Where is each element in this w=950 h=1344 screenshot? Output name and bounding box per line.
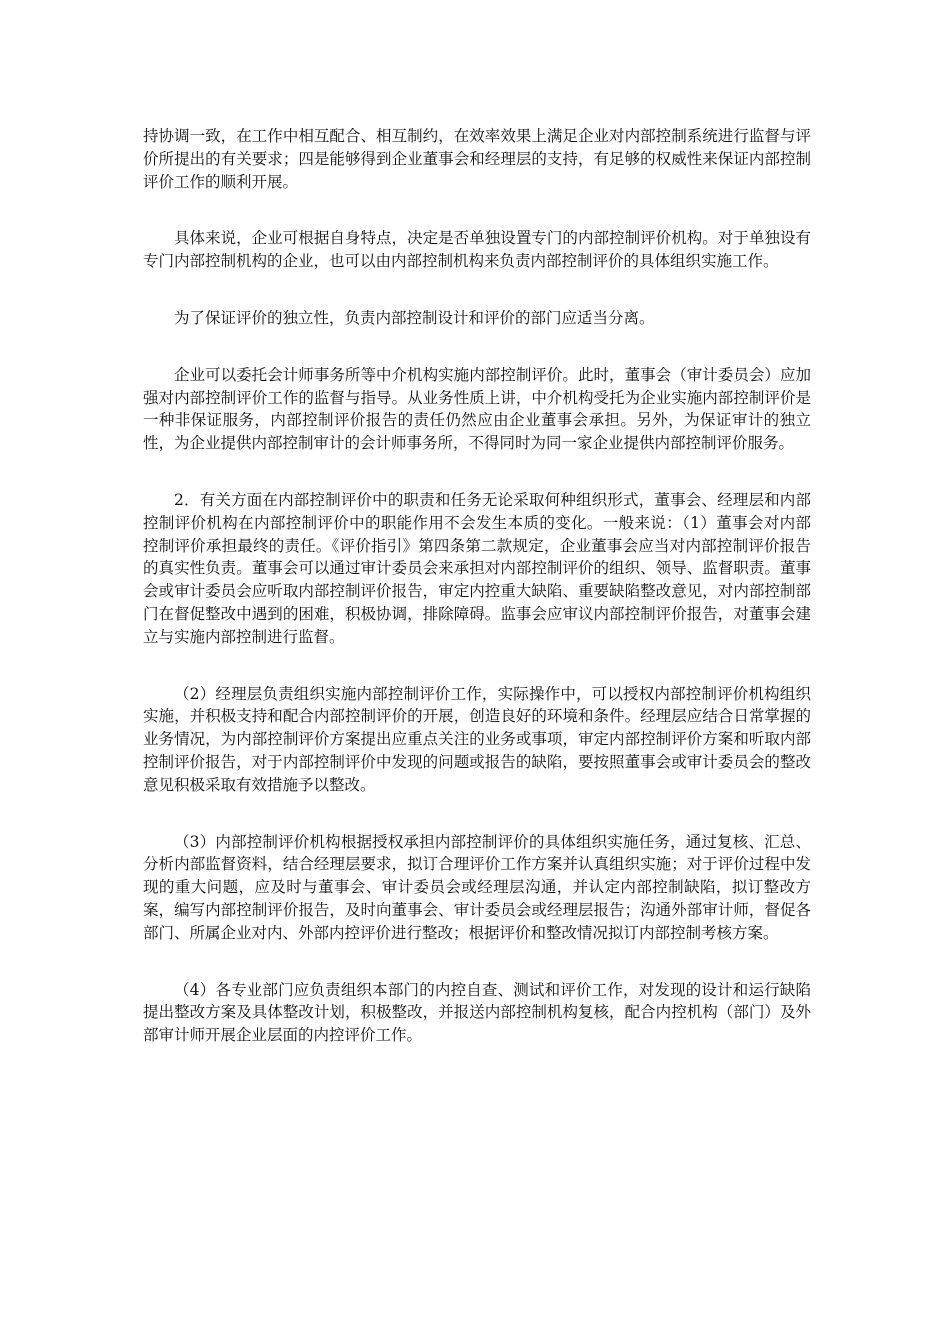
paragraph-8: （4）各专业部门应负责组织本部门的内控自查、测试和评价工作，对发现的设计和运行缺陷提出整改方案及具体整改计划，积极整改，并报送内部控制机构复核，配合内控机构（部门）及外部审计师开展企业层面的内控评价工作。 bbox=[143, 980, 811, 1045]
paragraph-4: 企业可以委托会计师事务所等中介机构实施内部控制评价。此时，董事会（审计委员会）应加强对内部控制评价工作的监督与指导。从业务性质上讲，中介机构受托为企业实施内部控制评价是一种非保证服务，内部控制评价报告的责任仍然应由企业董事会承担。另外，为保证审计的独立性，为企业提供内部控制审计的会计师事务所，不得同时为同一家企业提供内部控制评价服务。 bbox=[143, 365, 811, 453]
paragraph-7: （3）内部控制评价机构根据授权承担内部控制评价的具体组织实施任务，通过复核、汇总、分析内部监督资料，结合经理层要求，拟订合理评价工作方案并认真组织实施；对于评价过程中发现的重大问题，应及时与董事会、审计委员会或经理层沟通，并认定内部控制缺陷，拟订整改方案，编写内部控制评价报告，及时向董事会、审计委员会或经理层报告；沟通外部审计师，督促各部门、所属企业对内、外部内控评价进行整改；根据评价和整改情况拟订内部控制考核方案。 bbox=[143, 832, 811, 942]
paragraph-3: 为了保证评价的独立性，负责内部控制设计和评价的部门应适当分离。 bbox=[174, 308, 655, 327]
paragraph-5: 2．有关方面在内部控制评价中的职责和任务无论采取何种组织形式，董事会、经理层和内部控制评价机构在内部控制评价中的职能作用不会发生本质的变化。一般来说：（1）董事会对内部控制评价承担最终的责任。《评价指引》第四条第二款规定，企业董事会应当对内部控制评价报告的真实性负责。董事会可以通过审计委员会来承担对内部控制评价的组织、领导、监督职责。董事会或审计委员会应听取内部控制评价报告，审定内控重大缺陷、重要缺陷整改意见，对内部控制部门在督促整改中遇到的困难，积极协调，排除障碍。监事会应审议内部控制评价报告，对董事会建立与实施内部控制进行监督。 bbox=[143, 490, 811, 646]
paragraph-6: （2）经理层负责组织实施内部控制评价工作，实际操作中，可以授权内部控制评价机构组织实施，并积极支持和配合内部控制评价的开展，创造良好的环境和条件。经理层应结合日常掌握的业务情况，为内部控制评价方案提出应重点关注的业务或事项，审定内部控制评价方案和听取内部控制评价报告，对于内部控制评价中发现的问题或报告的缺陷，要按照董事会或审计委员会的整改意见积极采取有效措施予以整改。 bbox=[143, 684, 811, 794]
document-body bbox=[143, 125, 811, 1081]
paragraph-2: 具体来说，企业可根据自身特点，决定是否单独设置专门的内部控制评价机构。对于单独设有专门内部控制机构的企业，也可以由内部控制机构来负责内部控制评价的具体组织实施工作。 bbox=[143, 229, 811, 271]
paragraph-1: 持协调一致，在工作中相互配合、相互制约，在效率效果上满足企业对内部控制系统进行监督与评价所提出的有关要求；四是能够得到企业董事会和经理层的支持，有足够的权威性来保证内部控制评价工作的顺利开展。 bbox=[143, 127, 811, 191]
